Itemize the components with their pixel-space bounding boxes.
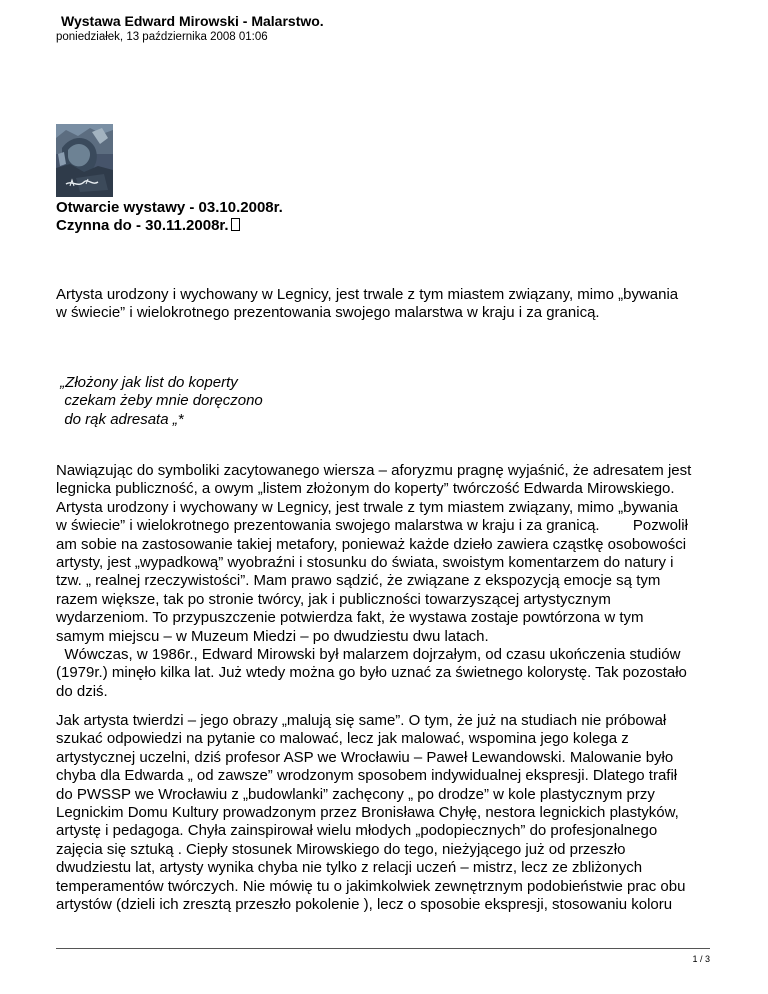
page-title: Wystawa Edward Mirowski - Malarstwo. <box>61 13 324 29</box>
exhibition-poster-image <box>56 124 113 197</box>
footer-divider <box>56 948 710 949</box>
opening-dates <box>56 199 716 235</box>
closing-date-line: Czynna do - 30.11.2008r. <box>56 217 716 235</box>
body-paragraph-2: Jak artysta twierdzi – jego obrazy „malują się same”. O tym, że już na studiach nie próbował szukać odpowiedzi na pytanie co malować, lecz jak malować, wspomina jego kolega z artystycznej uczelni, dziś profesor ASP we Wrocławiu – Paweł Lewandowski. Malowanie było chyba dla Edwarda „ od zawsze” wrodzonym sposobem indywidualnej ekspresji. Dlatego trafił do PWSSP we Wrocławiu z „budowlanki” zachęcony „ po drodze” w kole plastycznym przy Legnickim Domu Kultury prowadzonym przez Bronisława Chyłę, nestora legnickich plastyków, artystę i pedagoga. Chyła zainspirował wielu młodych „podopiecznych” do profesjonalnego zajęcia się sztuką . Ciepły stosunek Mirowskiego do tego, nieżyjącego już od przeszło dwudziestu lat, artysty wynika chyba nie tylko z relacji uczeń – mistrz, lecz ze zbliżonych temperamentów twórczych. Nie mówię tu o jakimkolwiek zewnętrznym podobieństwie prac obu artystów (dzieli ich zresztą przeszło pokolenie ), lecz o sposobie ekspresji, stosowaniu koloru <box>56 712 686 914</box>
poster-artwork <box>56 124 113 197</box>
page-header <box>56 12 736 44</box>
page-number: 1 / 3 <box>692 954 710 964</box>
intro-paragraph: Artysta urodzony i wychowany w Legnicy, jest trwale z tym miastem związany, mimo „bywania w świecie” i wielokrotnego prezentowania swojego malarstwa w kraju i za granicą. <box>56 286 679 322</box>
body-paragraph-1: Nawiązując do symboliki zacytowanego wiersza – aforyzmu pragnę wyjaśnić, że adresatem jest legnicka publiczność, a owym „listem złożonym do koperty” twórczość Edwarda Mirowskiego. Artysta urodzony i wychowany w Legnicy, jest trwale z tym miastem związany, mimo „bywania w świecie” i wielokrotnego prezentowania swojego malarstwa w kraju i za granicą. Pozwolił am sobie na zastosowanie takiej metafory, ponieważ każde dzieło zawiera cząstkę osobowości artysty, jest „wypadkową” wyobraźni i stosunku do świata, swoistym komentarzem do natury i tzw. „ realnej rzeczywistości”. Mam prawo sądzić, że związane z ekspozycją emocje są tym razem większe, tak po stronie twórcy, jak i publiczności towarzyszącej artystycznym wydarzeniom. To przypuszczenie potwierdza fakt, że wystawa zostaje powtórzona w tym samym miejscu – w Muzeum Miedzi – po dwudziestu dwu latach. Wówczas, w 1986r., Edward Mirowski był malarzem dojrzałym, od czasu ukończenia studiów (1979r.) minęło kilka lat. Już wtedy można go było uznać za świetnego kolorystę. Tak pozostało do dziś. <box>56 462 692 700</box>
poem-quote: „Złożony jak list do koperty czekam żeby mnie doręczono do rąk adresata „* <box>60 374 263 428</box>
missing-glyph-box <box>231 218 240 231</box>
opening-date-line: Otwarcie wystawy - 03.10.2008r. <box>56 199 283 216</box>
publish-date: poniedziałek, 13 października 2008 01:06 <box>56 31 268 43</box>
